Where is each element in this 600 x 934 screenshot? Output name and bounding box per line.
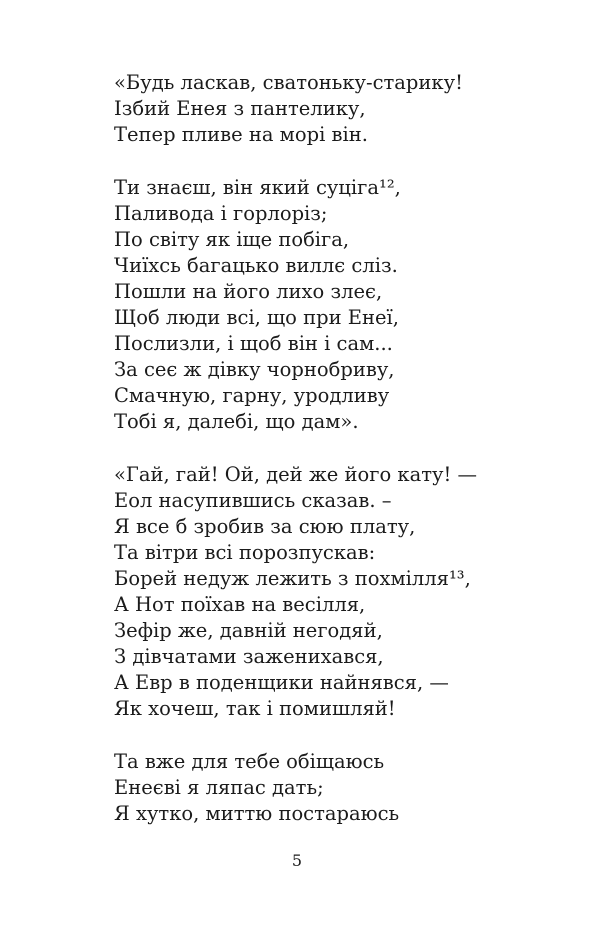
poem-line: З дівчатами заженихався, <box>114 645 384 668</box>
stanza <box>114 462 534 722</box>
poem-line: Щоб люди всі, що при Енеї, <box>114 306 399 329</box>
poem-line: Я хутко, миттю постараюсь <box>114 802 400 825</box>
poem-line: А Евр в поденщики найнявся, — <box>114 671 449 694</box>
stanza <box>114 749 534 827</box>
poem-line: Послизли, і щоб він і сам... <box>114 332 393 355</box>
poem-line: Тепер пливе на морі він. <box>114 123 368 146</box>
poem-line: Я все б зробив за сюю плату, <box>114 515 416 538</box>
poem-line: Паливода і горлоріз; <box>114 202 328 225</box>
poem-line: По світу як іще побіга, <box>114 228 350 251</box>
poem-line: Ти знаєш, він який суціга¹², <box>114 176 401 199</box>
poem-line: Та вітри всі порозпускав: <box>114 541 376 564</box>
page-number: 5 <box>291 851 303 870</box>
poem-line: За сеє ж дівку чорнобриву, <box>114 358 395 381</box>
poem-line: Зефір же, давній негодяй, <box>114 619 383 642</box>
poem-line: Тобі я, далебі, що дам». <box>114 410 359 433</box>
poem-line: Борей недуж лежить з похмілля¹³, <box>114 567 471 590</box>
poem-line: «Гай, гай! Ой, дей же його кату! — <box>114 463 478 486</box>
poem-line: Енеєві я ляпас дать; <box>114 776 324 799</box>
poem-line: Пошли на його лихо злеє, <box>114 280 383 303</box>
poem-line: Чиїхсь багацько виллє сліз. <box>114 254 398 277</box>
poem-line: Еол насупившись сказав. – <box>114 489 392 512</box>
poem <box>114 70 534 827</box>
stanza <box>114 175 534 435</box>
stanza <box>114 70 534 148</box>
poem-line: Як хочеш, так і помишляй! <box>114 697 396 720</box>
poem-line: Ізбий Енея з пантелику, <box>114 97 366 120</box>
poem-line: Та вже для тебе обіщаюсь <box>114 750 385 773</box>
poem-line: «Будь ласкав, сватоньку-старику! <box>114 71 463 94</box>
poem-line: А Нот поїхав на весілля, <box>114 593 366 616</box>
poem-line: Смачную, гарну, уродливу <box>114 384 390 407</box>
